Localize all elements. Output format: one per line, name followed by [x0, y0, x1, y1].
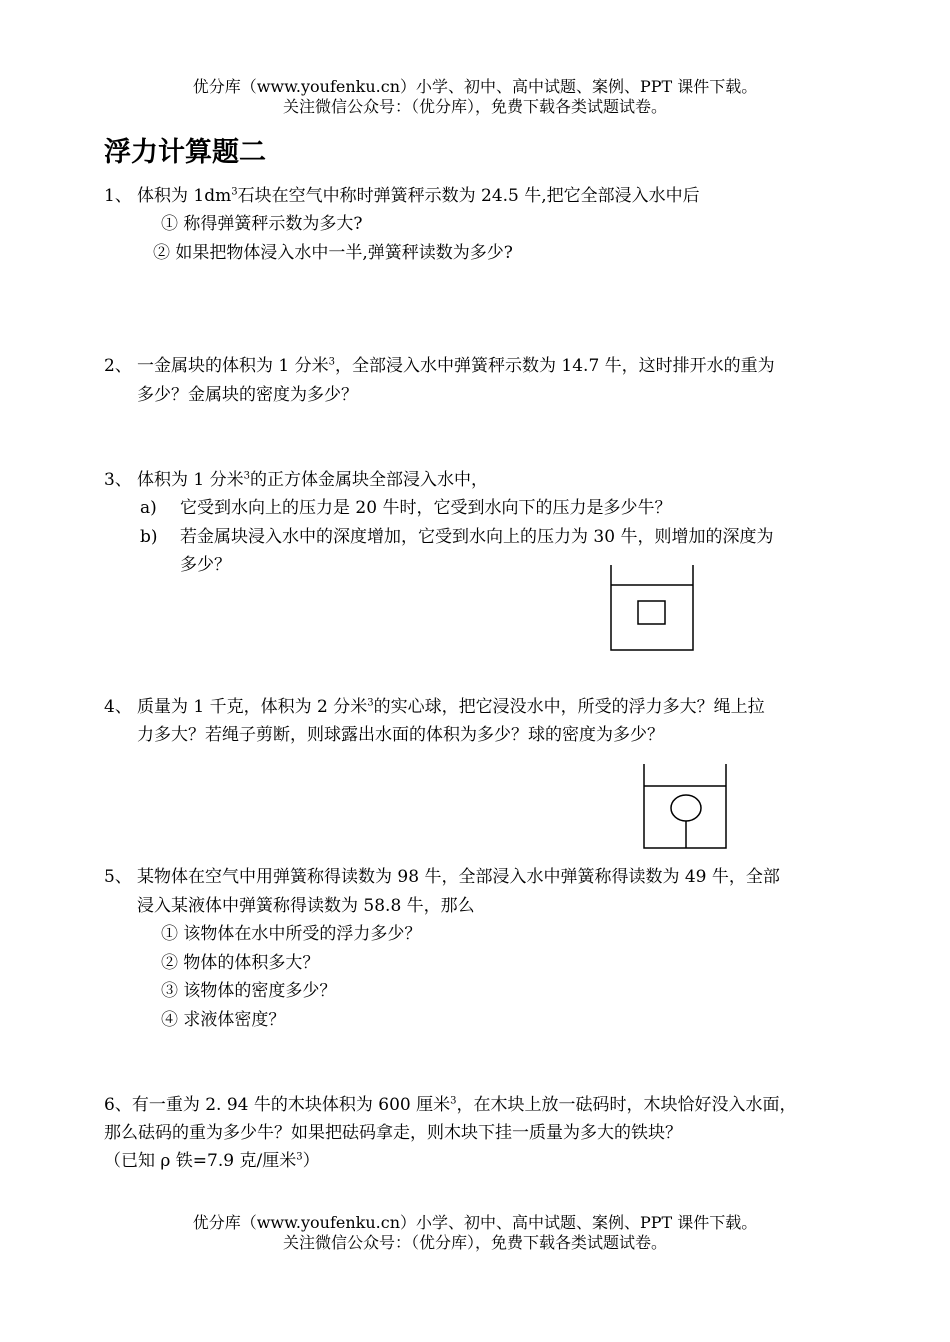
solid-ball	[671, 795, 701, 821]
q6-line-3: （已知 ρ 铁=7.9 克/厘米$^3$）	[104, 1151, 320, 1171]
q4-line-1: 质量为 1 千克，体积为 2 分米$^3$的实心球，把它浸没水中，所受的浮力多大？绳上拉	[137, 697, 765, 717]
metal-cube	[638, 601, 665, 624]
q6-line-1: 6、有一重为 2. 94 牛的木块体积为 600 厘米$^3$，在木块上放一砝码时，木块恰好没入水面，	[104, 1095, 797, 1115]
q5-line-1: 某物体在空气中用弹簧称得读数为 98 牛，全部浸入水中弹簧称得读数为 49 牛，全部	[137, 867, 780, 887]
q3-b-text-2: 多少？	[180, 555, 231, 575]
footer-line-1: 优分库（www.youfenku.cn）小学、初中、高中试题、案例、PPT 课件下载。	[192, 1213, 758, 1232]
q5-line-2: 浸入某液体中弹簧称得读数为 58.8 牛，那么	[137, 896, 475, 916]
q3-number: 3、	[104, 470, 132, 490]
container-cube-figure	[606, 563, 698, 655]
q6-line-2: 那么砝码的重为多少牛？如果把砝码拿走，则木块下挂一质量为多大的铁块？	[104, 1123, 682, 1143]
q1-number: 1、	[104, 186, 132, 206]
q5-sub-3: ③ 该物体的密度多少？	[161, 981, 337, 1001]
q4-number: 4、	[104, 697, 132, 717]
q3-a-text: 它受到水向上的压力是 20 牛时，它受到水向下的压力是多少牛？	[180, 498, 672, 518]
header-line-1: 优分库（www.youfenku.cn）小学、初中、高中试题、案例、PPT 课件下载。	[192, 77, 758, 96]
q2-line-1: 一金属块的体积为 1 分米$^3$，全部浸入水中弹簧秤示数为 14.7 牛，这时排开水的重为	[137, 356, 775, 376]
q5-sub-4: ④ 求液体密度？	[161, 1010, 286, 1030]
q1-sub-2: ② 如果把物体浸入水中一半,弹簧秤读数为多少?	[153, 243, 513, 263]
q3-b-text-1: 若金属块浸入水中的深度增加，它受到水向上的压力为 30 牛，则增加的深度为	[180, 527, 774, 547]
container-outline	[644, 764, 726, 848]
q2-number: 2、	[104, 356, 132, 376]
q5-sub-2: ② 物体的体积多大？	[161, 953, 320, 973]
q3-a-label: a)	[140, 498, 157, 518]
container-outline	[611, 565, 693, 650]
q1-text: 体积为 $1dm^3$石块在空气中称时弹簧秤示数为 24.5 牛,把它全部浸入水中后	[137, 186, 700, 206]
q1-sub-1: ① 称得弹簧秤示数为多大?	[161, 214, 363, 234]
footer-line-2: 关注微信公众号：（优分库），免费下载各类试题试卷。	[282, 1233, 667, 1252]
q5-sub-1: ① 该物体在水中所受的浮力多少？	[161, 924, 422, 944]
q3-b-label: b)	[140, 527, 158, 547]
q4-line-2: 力多大？若绳子剪断，则球露出水面的体积为多少？球的密度为多少？	[137, 725, 664, 745]
page-title: 浮力计算题二	[104, 137, 266, 168]
header-line-2: 关注微信公众号：（优分库），免费下载各类试题试卷。	[282, 97, 667, 116]
container-ball-figure	[639, 762, 731, 852]
q5-number: 5、	[104, 867, 132, 887]
q3-line-1: 体积为 1 分米$^3$的正方体金属块全部浸入水中，	[137, 470, 488, 490]
q2-line-2: 多少？金属块的密度为多少？	[137, 385, 358, 405]
